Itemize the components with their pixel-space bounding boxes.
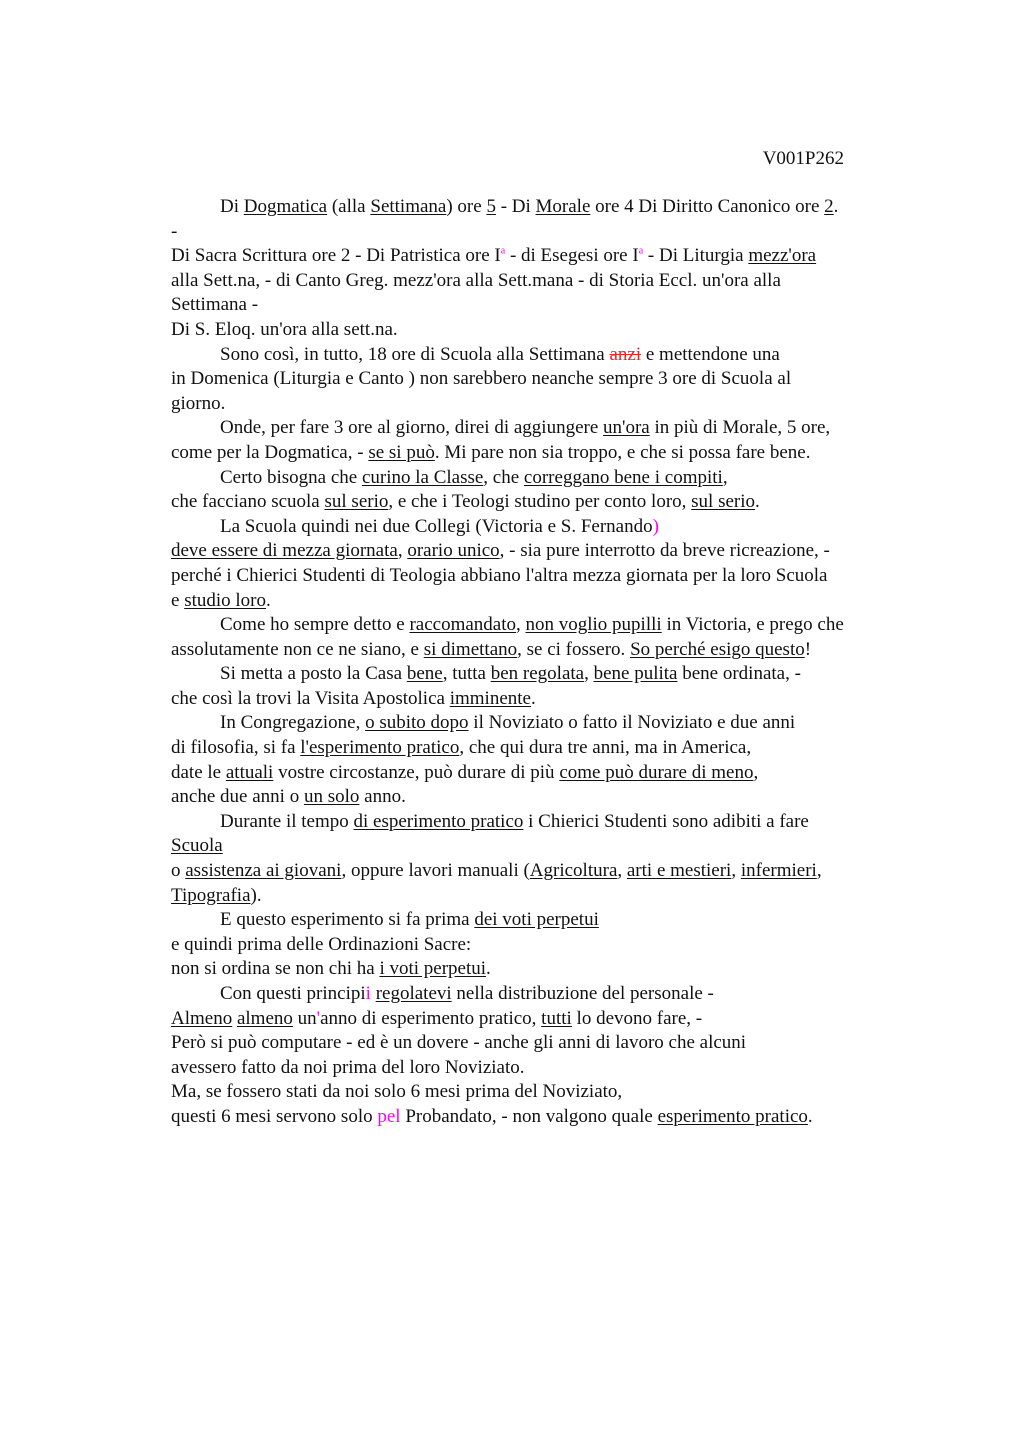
- text-segment: , che qui dura tre anni, ma in America,: [459, 737, 752, 759]
- underlined-text: un'ora: [603, 417, 650, 439]
- text-segment: in Victoria, e prego che: [661, 614, 844, 636]
- underlined-text: orario unico: [407, 540, 500, 562]
- underlined-text: dei voti perpetui: [474, 909, 599, 931]
- text-segment: Ma, se fossero stati da noi solo 6 mesi prima del Noviziato,: [171, 1081, 623, 1103]
- text-segment: Di Sacra Scrittura ore 2 - Di Patristica ore I: [171, 245, 501, 267]
- text-line: [171, 244, 901, 269]
- text-segment: o: [171, 860, 186, 882]
- text-segment: .: [530, 687, 536, 709]
- text-segment: come per la Dogmatica, -: [171, 441, 369, 463]
- text-segment: .: [833, 196, 839, 217]
- underlined-text: si dimettano: [423, 638, 518, 660]
- underlined-text: Dogmatica: [243, 196, 328, 217]
- text-segment: ).: [250, 884, 262, 906]
- text-line: [171, 539, 901, 564]
- text-segment: , oppure lavori manuali (: [341, 860, 530, 882]
- text-line: [171, 293, 901, 318]
- text-segment: e quindi prima delle Ordinazioni Sacre:: [171, 933, 472, 955]
- text-segment: ,: [753, 761, 759, 783]
- underlined-text: arti e mestieri: [626, 860, 732, 882]
- superscript: a: [500, 245, 506, 257]
- underlined-text: correggano bene i compiti: [523, 466, 723, 488]
- underlined-text: Scuola: [171, 835, 223, 857]
- text-segment: ,: [731, 860, 741, 882]
- text-segment: Probandato, - non valgono quale: [400, 1105, 658, 1127]
- text-segment: un: [292, 1007, 317, 1029]
- text-segment: Settimana -: [171, 294, 259, 316]
- text-segment: , - sia pure interrotto da breve ricreazione, -: [499, 540, 830, 562]
- text-segment: Però si può computare - ed è un dovere - anche gli anni di lavoro che alcuni: [171, 1032, 747, 1054]
- text-segment: ) ore: [446, 196, 487, 217]
- text-segment: in Domenica (Liturgia e Canto ) non sarebbero neanche sempre 3 ore di Scuola al: [171, 368, 792, 390]
- text-segment: date le: [171, 761, 226, 783]
- underlined-text: bene pulita: [593, 663, 678, 685]
- text-line: [171, 711, 901, 736]
- text-line: [171, 613, 901, 638]
- text-segment: Sono così, in tutto, 18 ore di Scuola alla Settimana: [220, 343, 610, 365]
- text-line: [171, 441, 901, 466]
- text-segment: bene ordinata, -: [677, 663, 801, 685]
- text-segment: ore 4 Di Diritto Canonico ore: [590, 196, 825, 217]
- text-line: [171, 884, 901, 909]
- text-segment: In Congregazione,: [220, 712, 366, 734]
- text-segment: anche due anni o: [171, 786, 304, 808]
- underlined-text: almeno: [236, 1007, 293, 1029]
- underlined-text: raccomandato: [409, 614, 516, 636]
- text-segment: ,: [516, 614, 526, 636]
- underlined-text: se si può: [368, 441, 435, 463]
- text-line: [171, 318, 901, 343]
- text-segment: anno di esperimento pratico,: [320, 1007, 542, 1029]
- text-segment: i Chierici Studenti sono adibiti a fare: [523, 810, 809, 832]
- text-segment: ,: [816, 860, 822, 882]
- text-line: [171, 761, 901, 786]
- text-line: [171, 220, 901, 245]
- text-segment: alla Sett.na, - di Canto Greg. mezz'ora alla Sett.mana - di Storia Eccl. un'ora alla: [171, 269, 781, 291]
- text-segment: , e che i Teologi studino per conto loro,: [388, 491, 692, 513]
- text-segment: .: [807, 1105, 813, 1127]
- text-segment: - Di Liturgia: [643, 245, 749, 267]
- underlined-text: regolatevi: [375, 983, 452, 1004]
- underlined-text: sul serio: [691, 491, 756, 513]
- text-line: [171, 785, 901, 810]
- text-segment: vostre circostanze, può durare di più: [273, 761, 560, 783]
- text-segment: e mettendone una: [641, 343, 780, 365]
- text-segment: giorno.: [171, 392, 226, 414]
- text-segment: La Scuola quindi nei due Collegi (Victoria e S. Fernando: [220, 515, 653, 537]
- text-line: [171, 834, 901, 859]
- text-line: [171, 392, 901, 417]
- text-line: [171, 195, 901, 220]
- text-segment: , tutta: [442, 663, 491, 685]
- text-segment: il Noviziato o fatto il Noviziato e due anni: [468, 712, 796, 734]
- text-segment: di filosofia, si fa: [171, 737, 301, 759]
- text-segment: !: [804, 638, 812, 660]
- text-line: [171, 589, 901, 614]
- text-line: [171, 490, 901, 515]
- underlined-text: di esperimento pratico: [353, 810, 524, 832]
- text-line: [171, 736, 901, 761]
- text-line: [171, 859, 901, 884]
- underlined-text: esperimento pratico: [657, 1105, 808, 1127]
- text-segment: E questo esperimento si fa prima: [220, 909, 475, 931]
- underlined-text: 2: [824, 196, 834, 217]
- underlined-text: So perché esigo questo: [630, 638, 805, 660]
- text-segment: .: [486, 958, 491, 980]
- text-segment: Durante il tempo: [220, 810, 354, 832]
- text-segment: . Mi pare non sia troppo, e che si possa fare bene.: [434, 441, 811, 463]
- underlined-text: o subito dopo: [365, 712, 469, 734]
- underlined-text: un solo: [303, 786, 360, 808]
- text-line: [171, 933, 901, 958]
- underlined-text: infermieri: [740, 860, 817, 882]
- text-segment: Di S. Eloq. un'ora alla sett.na.: [171, 318, 398, 340]
- text-line: [171, 982, 901, 1007]
- document-body: [171, 195, 901, 1130]
- underlined-text: mezz'ora: [748, 245, 817, 267]
- underlined-text: bene: [406, 663, 443, 685]
- text-segment: ,: [617, 860, 627, 882]
- text-segment: anno.: [359, 786, 406, 808]
- text-segment: avessero fatto da noi prima del loro Noviziato.: [171, 1056, 525, 1078]
- annotation-text: i: [365, 983, 371, 1004]
- text-line: [171, 638, 901, 663]
- text-segment: che così la trovi la Visita Apostolica: [171, 687, 450, 709]
- text-segment: Onde, per fare 3 ore al giorno, direi di aggiungere: [220, 417, 604, 439]
- text-line: [171, 810, 901, 835]
- text-segment: nella distribuzione del personale -: [451, 983, 714, 1004]
- text-segment: lo devono fare, -: [571, 1007, 703, 1029]
- underlined-text: tutti: [541, 1007, 572, 1029]
- text-segment: , che: [483, 466, 524, 488]
- underlined-text: Morale: [535, 196, 591, 217]
- text-line: [171, 269, 901, 294]
- annotation-text: ': [316, 1007, 321, 1029]
- annotation-text: pel: [377, 1105, 401, 1127]
- text-segment: -: [171, 220, 178, 242]
- text-line: [171, 1105, 901, 1130]
- underlined-text: Agricoltura: [529, 860, 618, 882]
- text-segment: .: [755, 491, 760, 513]
- text-segment: Di: [220, 196, 244, 217]
- text-segment: - Di: [495, 196, 536, 217]
- text-line: [171, 1056, 901, 1081]
- underlined-text: i voti perpetui: [379, 958, 487, 980]
- text-line: [171, 416, 901, 441]
- underlined-text: ben regolata: [490, 663, 585, 685]
- underlined-text: Almeno: [171, 1007, 233, 1029]
- text-line: [171, 515, 901, 540]
- text-segment: non si ordina se non chi ha: [171, 958, 380, 980]
- text-segment: in più di Morale, 5 ore,: [649, 417, 831, 439]
- text-segment: Certo bisogna che: [220, 466, 362, 488]
- underlined-text: come può durare di meno: [559, 761, 754, 783]
- underlined-text: 5: [486, 196, 496, 217]
- text-line: [171, 343, 901, 368]
- underlined-text: l'esperimento pratico: [300, 737, 460, 759]
- text-line: [171, 1007, 901, 1032]
- text-line: [171, 957, 901, 982]
- text-segment: assolutamente non ce ne siano, e: [171, 638, 424, 660]
- text-segment: .: [266, 589, 271, 611]
- text-segment: che facciano scuola: [171, 491, 325, 513]
- underlined-text: assistenza ai giovani: [185, 860, 342, 882]
- underlined-text: deve essere di mezza giornata: [171, 540, 398, 562]
- text-line: [171, 1031, 901, 1056]
- page-identifier: V001P262: [762, 148, 844, 169]
- underlined-text: Tipografia: [171, 884, 251, 906]
- text-segment: ,: [397, 540, 408, 562]
- text-segment: ,: [722, 466, 728, 488]
- text-line: [171, 564, 901, 589]
- text-segment: (alla: [327, 196, 371, 217]
- text-segment: questi 6 mesi servono solo: [171, 1105, 378, 1127]
- text-segment: Si metta a posto la Casa: [220, 663, 407, 685]
- text-segment: perché i Chierici Studenti di Teologia abbiano l'altra mezza giornata per la loro Scuola: [171, 564, 828, 586]
- text-segment: Con questi principi: [220, 983, 366, 1004]
- underlined-text: non voglio pupilli: [525, 614, 662, 636]
- underlined-text: curino la Classe: [361, 466, 484, 488]
- underlined-text: attuali: [225, 761, 274, 783]
- text-line: [171, 687, 901, 712]
- text-segment: e: [171, 589, 185, 611]
- text-line: [171, 662, 901, 687]
- underlined-text: studio loro: [184, 589, 266, 611]
- text-segment: , se ci fossero.: [517, 638, 631, 660]
- underlined-text: sul serio: [324, 491, 389, 513]
- text-segment: - di Esegesi ore I: [505, 245, 639, 267]
- deleted-text: anzi: [609, 343, 642, 365]
- text-line: [171, 466, 901, 491]
- superscript: a: [638, 245, 644, 257]
- text-segment: ,: [584, 663, 594, 685]
- text-segment: Come ho sempre detto e: [220, 614, 410, 636]
- underlined-text: Settimana: [370, 196, 447, 217]
- underlined-text: imminente: [449, 687, 531, 709]
- annotation-text: ): [652, 515, 659, 537]
- text-line: [171, 367, 901, 392]
- text-line: [171, 908, 901, 933]
- text-line: [171, 1080, 901, 1105]
